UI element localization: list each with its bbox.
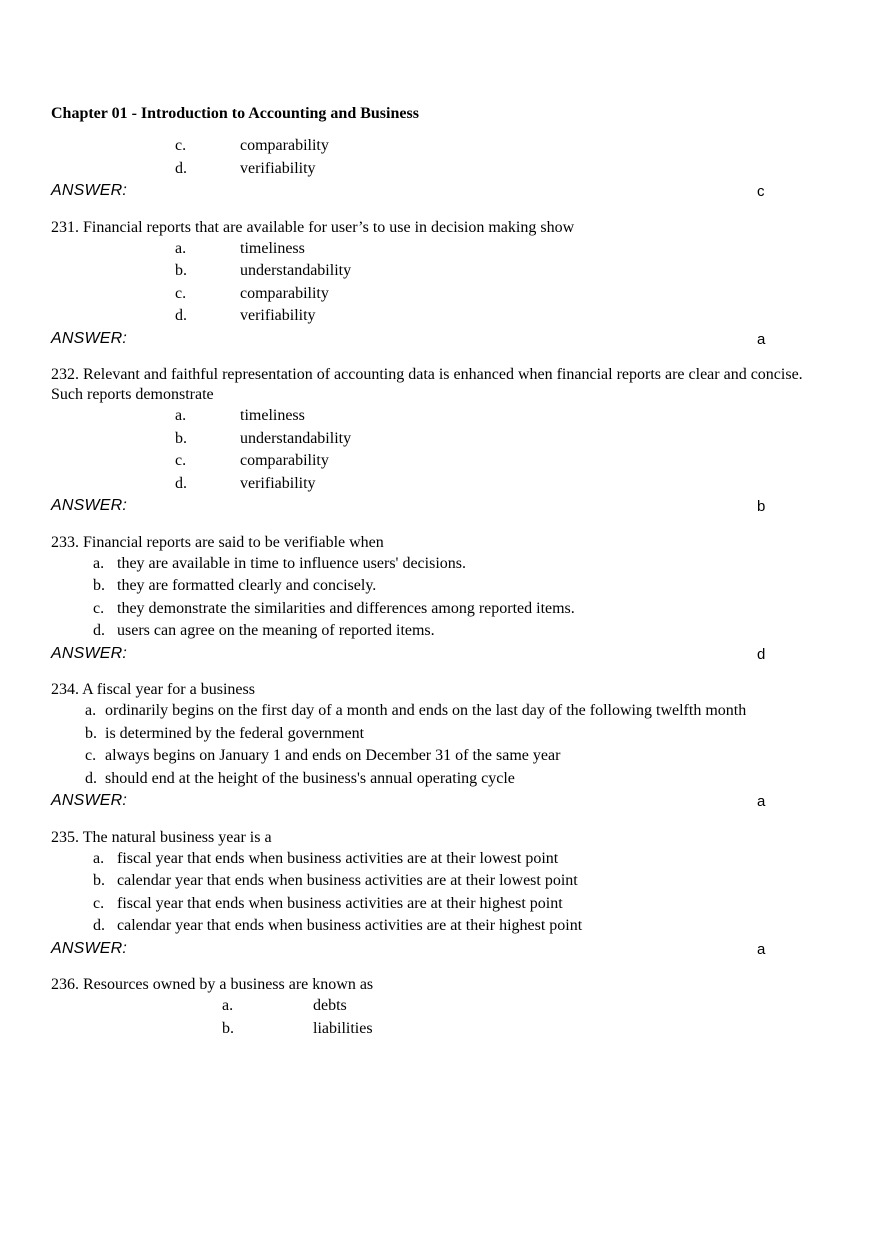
question-stem: [51, 975, 809, 995]
option-text: they are formatted clearly and concisely.: [117, 577, 377, 594]
question-234: [51, 680, 840, 813]
option-text: understandability: [240, 429, 352, 447]
answer-row: [51, 495, 840, 518]
option-row: [51, 283, 840, 306]
answer-value: a: [757, 940, 766, 958]
answer-row: [51, 938, 840, 961]
question-number: 233.: [51, 533, 79, 551]
question-232: [51, 365, 840, 518]
question-number: 231.: [51, 218, 79, 236]
option-letter: d.: [85, 769, 97, 787]
option-row: [51, 238, 840, 261]
option-letter: b.: [93, 577, 105, 594]
option-letter: a.: [85, 702, 97, 719]
question-number: 235.: [51, 828, 79, 846]
option-row: [51, 260, 840, 283]
question-stem: [51, 828, 809, 848]
option-letter: c.: [93, 894, 105, 912]
question-text: Financial reports are said to be verifiable when: [83, 533, 384, 551]
option-list: [51, 135, 840, 180]
option-list: [51, 238, 840, 328]
question-stem: [51, 365, 809, 405]
answer-label: ANSWER:: [51, 644, 128, 662]
question-text: Relevant and faithful representation of accounting data is enhanced when financial reports are clear and concise. Such reports demonstrate: [51, 366, 803, 403]
option-letter: a.: [175, 407, 187, 424]
option-letter: d.: [175, 159, 187, 177]
chapter-heading: Chapter 01 - Introduction to Accounting and Business: [51, 105, 419, 122]
option-text: should end at the height of the business's annual operating cycle: [105, 769, 515, 787]
option-letter: c.: [93, 599, 105, 617]
option-row: [51, 1018, 840, 1041]
option-text: fiscal year that ends when business activities are at their lowest point: [117, 849, 559, 867]
option-text: comparability: [240, 137, 329, 154]
answer-value: a: [757, 793, 766, 810]
option-row: [51, 768, 840, 791]
option-list: [51, 848, 840, 938]
option-text: calendar year that ends when business activities are at their highest point: [117, 917, 583, 934]
answer-row: [51, 328, 840, 351]
option-row: [51, 158, 840, 181]
answer-row: [51, 790, 840, 813]
option-row: [51, 870, 840, 893]
option-row: [51, 598, 840, 621]
question-number: 236.: [51, 976, 79, 993]
question-fragment: [51, 135, 840, 203]
option-text: fiscal year that ends when business activities are at their highest point: [117, 894, 563, 912]
option-text: comparability: [240, 452, 329, 469]
option-row: [51, 305, 840, 328]
option-list: [51, 995, 840, 1040]
option-row: [51, 893, 840, 916]
option-row: [51, 575, 840, 598]
question-number: 232.: [51, 366, 79, 383]
option-letter: b.: [93, 872, 105, 889]
option-list: [51, 405, 840, 495]
answer-row: [51, 180, 840, 203]
option-letter: c.: [175, 452, 187, 469]
question-stem: [51, 533, 809, 553]
answer-value: c: [757, 183, 765, 200]
question-235: [51, 828, 840, 961]
answer-row: [51, 643, 840, 666]
option-text: verifiability: [240, 474, 316, 492]
option-letter: b.: [175, 262, 187, 279]
option-row: [51, 700, 840, 723]
option-letter: d.: [175, 307, 187, 324]
option-row: [51, 473, 840, 496]
question-stem: [51, 680, 809, 700]
option-text: they demonstrate the similarities and differences among reported items.: [117, 599, 575, 617]
option-letter: a.: [93, 849, 105, 867]
answer-label: ANSWER:: [51, 497, 128, 514]
option-list: [51, 700, 840, 790]
answer-value: d: [757, 645, 766, 663]
option-text: is determined by the federal government: [105, 724, 365, 742]
option-row: [51, 135, 840, 158]
option-row: [51, 723, 840, 746]
question-231: [51, 218, 840, 351]
option-letter: a.: [222, 997, 234, 1014]
question-233: [51, 533, 840, 666]
option-letter: c.: [175, 284, 187, 302]
option-row: [51, 620, 840, 643]
option-list: [51, 553, 840, 643]
question-text: A fiscal year for a business: [82, 681, 255, 698]
option-text: verifiability: [240, 307, 316, 324]
option-text: timeliness: [240, 239, 305, 257]
option-row: [51, 405, 840, 428]
option-letter: c.: [175, 137, 187, 154]
option-text: timeliness: [240, 407, 305, 424]
option-text: comparability: [240, 284, 329, 302]
question-stem: [51, 218, 809, 238]
option-text: users can agree on the meaning of reported items.: [117, 622, 435, 639]
option-row: [51, 553, 840, 576]
option-row: [51, 995, 840, 1018]
answer-label: ANSWER:: [51, 329, 128, 347]
question-text: The natural business year is a: [82, 828, 272, 846]
option-letter: b.: [85, 724, 97, 742]
question-text: Financial reports that are available for user’s to use in decision making show: [83, 218, 575, 236]
option-letter: a.: [93, 554, 105, 572]
option-letter: b.: [222, 1019, 234, 1037]
option-letter: a.: [175, 239, 187, 257]
option-row: [51, 848, 840, 871]
option-text: verifiability: [240, 159, 316, 177]
option-row: [51, 915, 840, 938]
option-letter: c.: [85, 747, 97, 764]
option-text: always begins on January 1 and ends on December 31 of the same year: [105, 747, 561, 764]
option-text: debts: [313, 997, 347, 1014]
question-text: Resources owned by a business are known as: [83, 976, 374, 993]
answer-label: ANSWER:: [51, 182, 128, 199]
option-letter: d.: [175, 474, 187, 492]
option-text: ordinarily begins on the first day of a month and ends on the last day of the following twelfth month: [105, 702, 747, 719]
option-letter: d.: [93, 622, 105, 639]
option-text: calendar year that ends when business activities are at their lowest point: [117, 872, 578, 889]
option-row: [51, 745, 840, 768]
option-text: they are available in time to influence users' decisions.: [117, 554, 466, 572]
option-row: [51, 428, 840, 451]
option-letter: b.: [175, 429, 187, 447]
option-letter: d.: [93, 917, 105, 934]
option-row: [51, 450, 840, 473]
question-236: [51, 975, 840, 1040]
answer-label: ANSWER:: [51, 792, 128, 809]
option-text: understandability: [240, 262, 352, 279]
answer-label: ANSWER:: [51, 939, 128, 957]
answer-value: a: [757, 330, 766, 348]
question-number: 234.: [51, 681, 79, 698]
answer-value: b: [757, 498, 766, 515]
option-text: liabilities: [313, 1019, 373, 1037]
